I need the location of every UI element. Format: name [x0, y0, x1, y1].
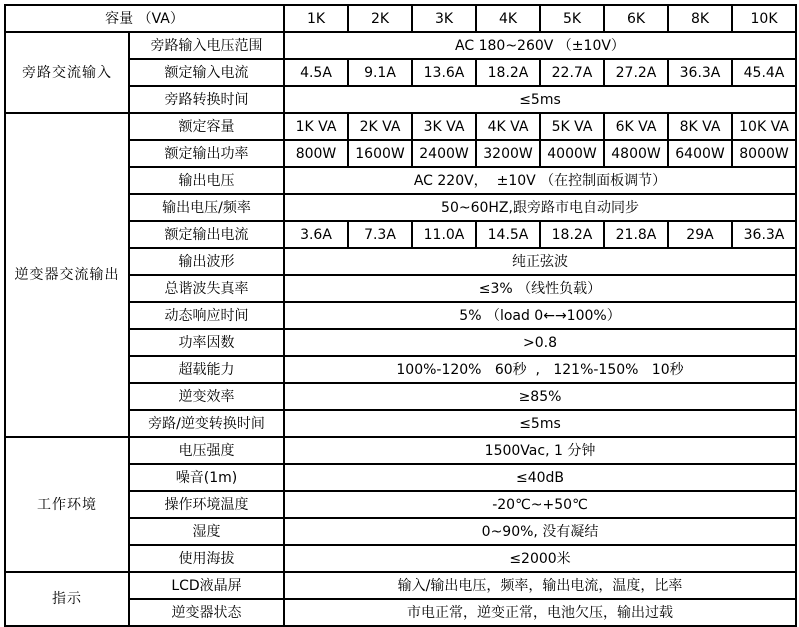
section-label-inverter-ac-output: 逆变器交流输出: [5, 113, 129, 437]
row-label: 额定容量: [129, 113, 284, 140]
value-cell: 4000W: [540, 140, 604, 167]
header-row: [5, 5, 796, 32]
capacity-col-5k: 5K: [540, 5, 604, 32]
value-cell: 5% （load 0←→100%）: [284, 302, 796, 329]
row-label: 使用海拔: [129, 545, 284, 572]
row-label: 旁路输入电压范围: [129, 32, 284, 59]
value-cell: 纯正弦波: [284, 248, 796, 275]
value-cell: 4K VA: [476, 113, 540, 140]
capacity-col-10k: 10K: [732, 5, 796, 32]
value-cell: ≤40dB: [284, 464, 796, 491]
value-cell: 45.4A: [732, 59, 796, 86]
value-cell: 11.0A: [412, 221, 476, 248]
value-cell: 27.2A: [604, 59, 668, 86]
table-row: [5, 572, 796, 599]
value-cell: ≤5ms: [284, 86, 796, 113]
row-label: 动态响应时间: [129, 302, 284, 329]
value-cell: 1500Vac, 1 分钟: [284, 437, 796, 464]
value-cell: 1K VA: [284, 113, 348, 140]
row-label: 总谐波失真率: [129, 275, 284, 302]
value-cell: >0.8: [284, 329, 796, 356]
row-label: 逆变效率: [129, 383, 284, 410]
value-cell: 2400W: [412, 140, 476, 167]
row-label: 噪音(1m): [129, 464, 284, 491]
value-cell: 36.3A: [668, 59, 732, 86]
value-cell: 18.2A: [540, 221, 604, 248]
row-label: 旁路转换时间: [129, 86, 284, 113]
section-label-bypass-ac-input: 旁路交流输入: [5, 32, 129, 113]
value-cell: 800W: [284, 140, 348, 167]
value-cell: 7.3A: [348, 221, 412, 248]
row-label: 旁路/逆变转换时间: [129, 410, 284, 437]
value-cell: AC 220V， ±10V （在控制面板调节）: [284, 167, 796, 194]
value-cell: -20℃~+50℃: [284, 491, 796, 518]
row-label: 输出电压: [129, 167, 284, 194]
row-label: 额定输入电流: [129, 59, 284, 86]
row-label: 湿度: [129, 518, 284, 545]
value-cell: 8000W: [732, 140, 796, 167]
capacity-col-6k: 6K: [604, 5, 668, 32]
ups-spec-table: [4, 4, 797, 627]
value-cell: ≤2000米: [284, 545, 796, 572]
value-cell: 5K VA: [540, 113, 604, 140]
row-label: 功率因数: [129, 329, 284, 356]
table-row: [5, 32, 796, 59]
capacity-col-1k: 1K: [284, 5, 348, 32]
value-cell: 6K VA: [604, 113, 668, 140]
value-cell: 2K VA: [348, 113, 412, 140]
table-row: [5, 437, 796, 464]
capacity-header-label: 容量 （VA）: [5, 5, 284, 32]
value-cell: ≥85%: [284, 383, 796, 410]
value-cell: 100%-120% 60秒 , 121%-150% 10秒: [284, 356, 796, 383]
row-label: 输出波形: [129, 248, 284, 275]
row-label: 输出电压/频率: [129, 194, 284, 221]
value-cell: 8K VA: [668, 113, 732, 140]
value-cell: 10K VA: [732, 113, 796, 140]
row-label: 电压强度: [129, 437, 284, 464]
section-label-indication: 指示: [5, 572, 129, 626]
value-cell: 4.5A: [284, 59, 348, 86]
value-cell: 1600W: [348, 140, 412, 167]
value-cell: 14.5A: [476, 221, 540, 248]
value-cell: ≤3% （线性负载）: [284, 275, 796, 302]
row-label: 额定输出电流: [129, 221, 284, 248]
value-cell: 3200W: [476, 140, 540, 167]
value-cell: 13.6A: [412, 59, 476, 86]
value-cell: AC 180~260V （±10V）: [284, 32, 796, 59]
row-label: 超载能力: [129, 356, 284, 383]
value-cell: 4800W: [604, 140, 668, 167]
value-cell: 9.1A: [348, 59, 412, 86]
row-label: 操作环境温度: [129, 491, 284, 518]
table-row: [5, 113, 796, 140]
row-label: 逆变器状态: [129, 599, 284, 626]
value-cell: ≤5ms: [284, 410, 796, 437]
value-cell: 36.3A: [732, 221, 796, 248]
value-cell: 18.2A: [476, 59, 540, 86]
section-label-working-environment: 工作环境: [5, 437, 129, 572]
capacity-col-2k: 2K: [348, 5, 412, 32]
value-cell: 3.6A: [284, 221, 348, 248]
capacity-col-8k: 8K: [668, 5, 732, 32]
value-cell: 0~90%, 没有凝结: [284, 518, 796, 545]
value-cell: 输入/输出电压，频率，输出电流，温度，比率: [284, 572, 796, 599]
value-cell: 3K VA: [412, 113, 476, 140]
capacity-col-4k: 4K: [476, 5, 540, 32]
value-cell: 22.7A: [540, 59, 604, 86]
capacity-col-3k: 3K: [412, 5, 476, 32]
value-cell: 市电正常，逆变正常，电池欠压，输出过载: [284, 599, 796, 626]
value-cell: 50~60HZ,跟旁路市电自动同步: [284, 194, 796, 221]
value-cell: 6400W: [668, 140, 732, 167]
row-label: LCD液晶屏: [129, 572, 284, 599]
row-label: 额定输出功率: [129, 140, 284, 167]
value-cell: 21.8A: [604, 221, 668, 248]
value-cell: 29A: [668, 221, 732, 248]
